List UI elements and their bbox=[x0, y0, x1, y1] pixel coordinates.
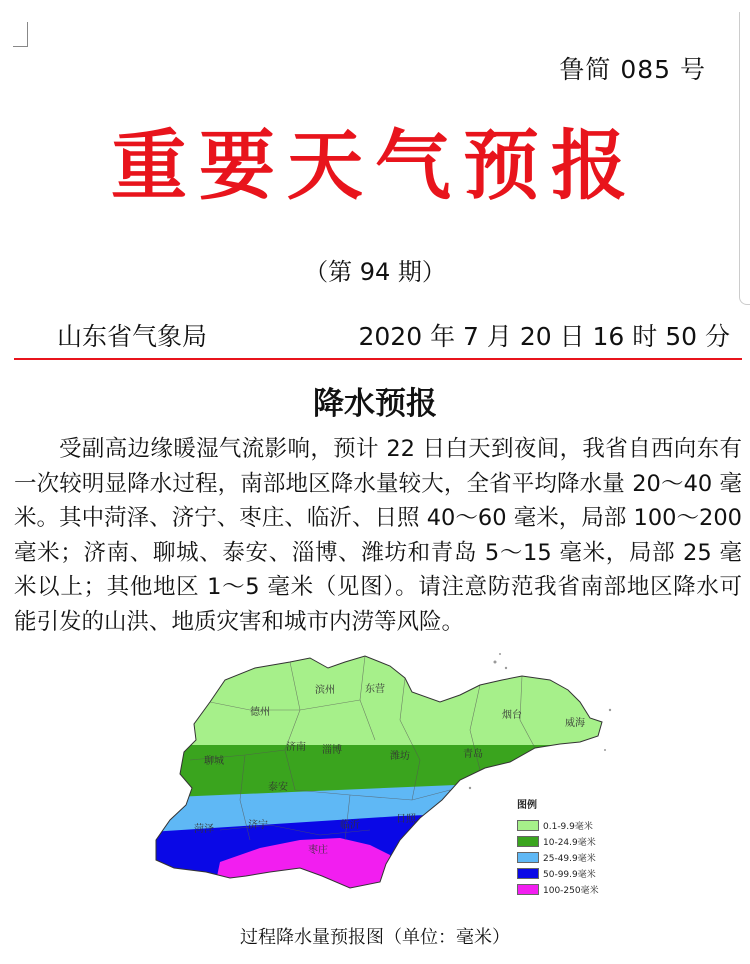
page-title: 重要天气预报 bbox=[111, 121, 639, 210]
city-label: 威海 bbox=[565, 718, 585, 729]
legend-swatch bbox=[517, 884, 539, 895]
legend-label: 100-250毫米 bbox=[543, 885, 599, 896]
city-label: 临沂 bbox=[340, 820, 360, 831]
legend-item bbox=[517, 881, 599, 897]
city-label: 泰安 bbox=[268, 782, 288, 793]
issue-number: （第 94 期） bbox=[304, 258, 446, 286]
forecast-body: 受副高边缘暖湿气流影响，预计 22 日白天到夜间，我省自西向东有一次较明显降水过程，南部地区降水量较大，全省平均降水量 20～40 毫米。其中菏泽、济宁、枣庄、临沂、日照 40～60 毫米，局部 100～200 毫米；济南、聊城、泰安、淄博、潍坊和青岛 5～15 毫米，局部 25 毫米以上；其他地区 1～5 毫米（见图）。请注意防范我省南部地区降水可能引发的山洪、地质灾害和城市内涝等风险。 bbox=[14, 436, 742, 635]
issue-time: 2020 年 7 月 20 日 16 时 50 分 bbox=[358, 322, 730, 351]
document-number: 鲁简 085 号 bbox=[559, 55, 706, 84]
legend-swatch bbox=[517, 852, 539, 863]
legend-item bbox=[517, 865, 599, 881]
city-label: 聊城 bbox=[204, 756, 224, 767]
section-title: 降水预报 bbox=[313, 386, 437, 422]
legend-swatch bbox=[517, 868, 539, 879]
city-label: 济宁 bbox=[248, 820, 268, 831]
legend-swatch bbox=[517, 820, 539, 831]
legend-item bbox=[517, 833, 599, 849]
legend-label: 25-49.9毫米 bbox=[543, 853, 596, 864]
page-corner-mark bbox=[13, 22, 28, 47]
city-label: 东营 bbox=[365, 684, 385, 695]
city-label: 潍坊 bbox=[390, 751, 410, 762]
city-label: 滨州 bbox=[315, 685, 335, 696]
city-label: 青岛 bbox=[463, 749, 483, 760]
header-divider bbox=[14, 358, 742, 360]
city-label: 德州 bbox=[250, 707, 270, 718]
map-caption: 过程降水量预报图（单位：毫米） bbox=[240, 927, 510, 948]
city-label: 日照 bbox=[396, 814, 416, 825]
legend-label: 10-24.9毫米 bbox=[543, 837, 596, 848]
city-label: 烟台 bbox=[502, 710, 522, 721]
legend-title: 图例 bbox=[517, 800, 537, 811]
city-label: 济南 bbox=[286, 742, 306, 753]
city-label: 淄博 bbox=[322, 745, 342, 756]
legend-item bbox=[517, 849, 599, 865]
legend-label: 50-99.9毫米 bbox=[543, 869, 596, 880]
map-legend bbox=[517, 796, 599, 897]
issuer: 山东省气象局 bbox=[57, 322, 208, 351]
city-label: 枣庄 bbox=[308, 845, 328, 856]
city-label: 菏泽 bbox=[194, 824, 214, 835]
legend-swatch bbox=[517, 836, 539, 847]
legend-item bbox=[517, 817, 599, 833]
legend-label: 0.1-9.9毫米 bbox=[543, 821, 593, 832]
